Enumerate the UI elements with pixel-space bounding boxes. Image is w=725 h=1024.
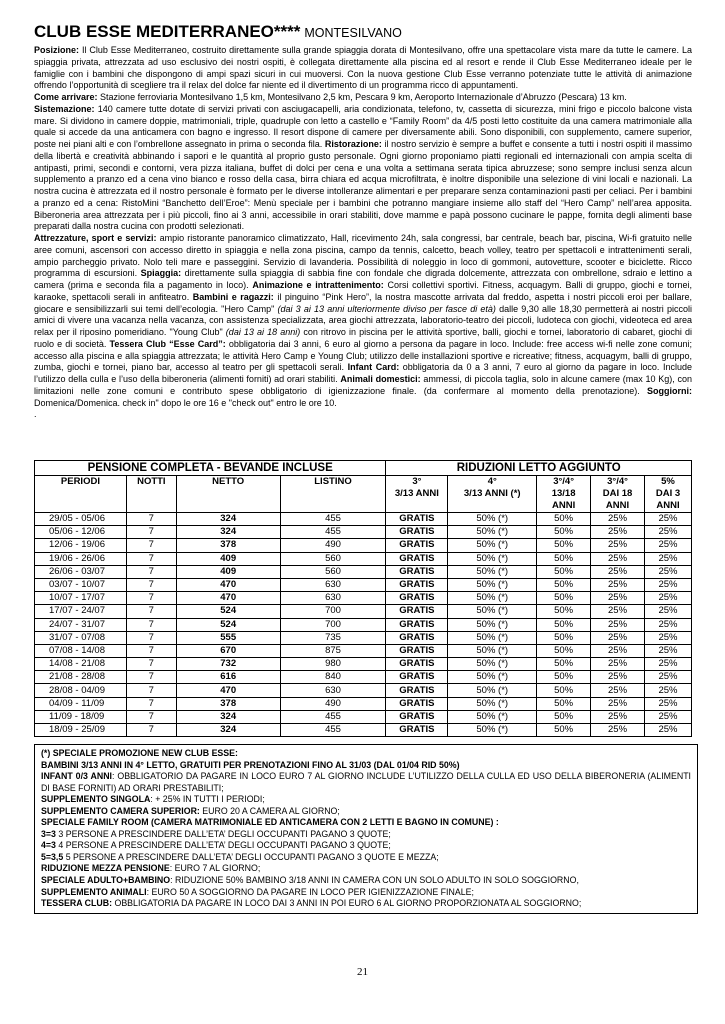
label-tessera: Tessera Club “Esse Card”: [109, 338, 226, 349]
page-number: 21 [357, 966, 368, 978]
table-cell: 7 [126, 671, 176, 684]
table-cell: 11/09 - 18/09 [35, 710, 127, 723]
table-cell: 7 [126, 644, 176, 657]
table-cell: 7 [126, 526, 176, 539]
table-cell: 25% [644, 684, 691, 697]
table-row [35, 592, 692, 605]
table-cell: 25% [644, 526, 691, 539]
table-cell: 7 [126, 618, 176, 631]
section-sistemazione [34, 104, 692, 233]
note-text: 5 PERSONE A PRESCINDERE DALL’ETA’ DEGLI OCCUPANTI PAGANO 3 QUOTE E MEZZA; [63, 851, 439, 862]
table-cell: 7 [126, 631, 176, 644]
note-line [41, 840, 691, 852]
table-row [35, 697, 692, 710]
table-cell: 50% [537, 697, 591, 710]
table-cell: 50% (*) [448, 671, 537, 684]
table-cell: 50% [537, 644, 591, 657]
table-cell: 409 [176, 552, 280, 565]
table-cell: 524 [176, 618, 280, 631]
table-row [35, 658, 692, 671]
note-text: EURO 20 A CAMERA AL GIORNO; [199, 805, 340, 816]
table-cell: 24/07 - 31/07 [35, 618, 127, 631]
table-cell: GRATIS [386, 618, 448, 631]
table-cell: 21/08 - 28/08 [35, 671, 127, 684]
table-cell: 17/07 - 24/07 [35, 605, 127, 618]
column-header-line: NOTTI [137, 476, 166, 487]
table-row [35, 724, 692, 737]
price-table [34, 460, 692, 737]
table-cell: 616 [176, 671, 280, 684]
table-cell: 7 [126, 578, 176, 591]
text-posizione: Il Club Esse Mediterraneo, costruito direttamente sulla grande spiaggia dorata di Montesilvano, offre una spettacolare vista mare da tutte le camere. La spiaggia privata, attrezzata ad uso esclusivo dei nostri ospiti, è collegata direttamente alla piscina ed al resort e rende il Club Esse Mediterraneo ideale per le famiglie con i bambini che dispongono di ampi spazi sicuri in cui muoversi. Con la nuova gestione Club Esse verranno potenziate tutte le attività di animazione offrendo l’opportunità di scegliere tra il relax del dolce far niente ed il divertimento di un programma ricco di appuntamenti. [34, 45, 692, 91]
column-header-line: 5% [661, 476, 675, 487]
text-bambini: il pinguino “Pink Hero”, la nostra mascotte arrivata dal freddo, aspetta i nostri piccoli eroi per ballare, giocare e sensibilizzarli sui temi dell’ecologia. "Hero Camp" [34, 291, 692, 314]
table-cell: 25% [591, 631, 645, 644]
column-header [280, 476, 386, 513]
note-text: : EURO 7 AL GIORNO; [169, 863, 261, 874]
table-cell: 25% [591, 565, 645, 578]
table-cell: 50% [537, 526, 591, 539]
table-cell: 490 [280, 697, 386, 710]
note-label: 3=3 [41, 828, 56, 839]
column-header-line: NETTO [212, 476, 245, 487]
table-cell: 630 [280, 592, 386, 605]
table-cell: 455 [280, 513, 386, 526]
note-line [41, 817, 691, 829]
note-line [41, 898, 691, 910]
text-bambini-fasce: (dai 3 ai 13 anni ulteriormente diviso per fasce di età) [274, 303, 496, 314]
table-cell: 470 [176, 592, 280, 605]
table-cell: 18/09 - 25/09 [35, 724, 127, 737]
table-cell: 7 [126, 552, 176, 565]
table-row [35, 552, 692, 565]
table-cell: 630 [280, 684, 386, 697]
text-tessera: obbligatoria dai 3 anni, 6 euro al giorno a persona da pagare in loco. Include: free access wi-fi nelle zone comuni; accesso alla piscina e alla spiaggia attrezzata; le attività Hero Camp e Young Club; utilizzo delle installazioni sportive e ricreative; fitness, acquagym, balli di gruppo, zumba, giochi e tornei, piano bar, accesso al teatro per gli spettacoli serali. [34, 338, 692, 373]
table-cell: 25% [644, 710, 691, 723]
table-cell: 25% [644, 513, 691, 526]
column-header-line: LISTINO [314, 476, 352, 487]
note-label: BAMBINI 3/13 ANNI IN 4° LETTO, GRATUITI PER PRENOTAZIONI FINO AL 31/03 (DAL 01/04 RID 50%) [41, 759, 460, 770]
table-cell: 50% (*) [448, 724, 537, 737]
table-cell: GRATIS [386, 539, 448, 552]
table-cell: 378 [176, 697, 280, 710]
column-header-line: ANNI [656, 500, 680, 511]
table-cell: 04/09 - 11/09 [35, 697, 127, 710]
note-label: SPECIALE FAMILY ROOM (CAMERA MATRIMONIALE ED ANTICAMERA CON 2 LETTI E BAGNO IN COMUNE) : [41, 817, 499, 828]
table-cell: 50% (*) [448, 526, 537, 539]
table-cell: 560 [280, 565, 386, 578]
table-cell: 25% [644, 671, 691, 684]
table-cell: 50% [537, 631, 591, 644]
table-cell: 409 [176, 565, 280, 578]
table-cell: GRATIS [386, 552, 448, 565]
table-cell: GRATIS [386, 697, 448, 710]
table-cell: 25% [644, 552, 691, 565]
table-cell: 7 [126, 592, 176, 605]
column-header [537, 476, 591, 513]
column-header [386, 476, 448, 513]
table-cell: 7 [126, 710, 176, 723]
table-cell: GRATIS [386, 578, 448, 591]
table-cell: 50% (*) [448, 539, 537, 552]
text-spiaggia: direttamente sulla spiaggia di sabbia fine con fondale che digrada dolcemente, attrezzata con ombrellone, sdraio e lettino a camera (prima e seconda fila a pagamento in loco). [34, 268, 692, 290]
column-header-line: 4° [487, 476, 497, 487]
table-cell: GRATIS [386, 513, 448, 526]
table-cell: 875 [280, 644, 386, 657]
note-line [41, 863, 691, 875]
table-cell: 50% [537, 658, 591, 671]
table-cell: 25% [644, 697, 691, 710]
table-cell: 50% [537, 671, 591, 684]
table-cell: 700 [280, 605, 386, 618]
label-bambini: Bambini e ragazzi: [192, 291, 274, 302]
table-cell: GRATIS [386, 658, 448, 671]
table-cell: 50% (*) [448, 618, 537, 631]
column-header [176, 476, 280, 513]
table-row [35, 605, 692, 618]
table-row [35, 539, 692, 552]
note-line [41, 760, 691, 772]
note-label: SUPPLEMENTO CAMERA SUPERIOR: [41, 805, 200, 816]
label-spiaggia: Spiaggia: [140, 268, 182, 279]
table-cell: 25% [644, 631, 691, 644]
note-label: TESSERA CLUB: [41, 898, 113, 909]
table-cell: 25% [591, 526, 645, 539]
section-posizione [34, 45, 692, 92]
table-cell: 28/08 - 04/09 [35, 684, 127, 697]
table-row [35, 631, 692, 644]
table-cell: 25% [644, 539, 691, 552]
table-cell: 7 [126, 605, 176, 618]
note-label: 4=3 [41, 840, 56, 851]
table-cell: 25% [591, 684, 645, 697]
table-cell: GRATIS [386, 684, 448, 697]
table-cell: GRATIS [386, 526, 448, 539]
table-cell: 555 [176, 631, 280, 644]
column-header-line: DAI 3 [655, 488, 681, 499]
group-header-riduzioni: RIDUZIONI LETTO AGGIUNTO [386, 461, 692, 476]
table-cell: 12/06 - 19/06 [35, 539, 127, 552]
section-attrezzature [34, 233, 692, 409]
table-cell: 50% (*) [448, 592, 537, 605]
table-cell: 25% [591, 710, 645, 723]
note-label: RIDUZIONE MEZZA PENSIONE [41, 863, 170, 874]
column-header-line: 13/18 [551, 488, 576, 499]
table-cell: 25% [591, 605, 645, 618]
table-cell: 25% [644, 565, 691, 578]
table-cell: 25% [591, 618, 645, 631]
table-cell: 735 [280, 631, 386, 644]
table-cell: 25% [644, 592, 691, 605]
note-line [41, 875, 691, 887]
hotel-location: MONTESILVANO [304, 26, 402, 40]
table-cell: 50% [537, 605, 591, 618]
table-row [35, 618, 692, 631]
table-row [35, 644, 692, 657]
note-line [41, 852, 691, 864]
table-cell: 50% (*) [448, 644, 537, 657]
text-young-club-age: (dai 13 ai 18 anni) [222, 327, 301, 337]
note-label: SPECIALE ADULTO+BAMBINO [41, 875, 171, 886]
table-cell: 7 [126, 724, 176, 737]
note-text: OBBLIGATORIA DA PAGARE IN LOCO DAI 3 ANNI IN POI EURO 6 AL GIORNO PROPORZIONATA AL SOGGIORNO; [112, 898, 582, 909]
note-line [41, 829, 691, 841]
text-sistemazione: 140 camere tutte dotate di servizi privati con asciugacapelli, aria condizionata, telefono, tv, cassetta di sicurezza, mini frigo e piccolo balcone vista mare. Si dividono in camere doppie, matrimoniali, triple, quadruple con letto a castello e “Family Room” da 4/5 posti letto costituite da una camera matrimoniale alla quale si accede da una anticamera con bagno e ingresso. Il resort dispone di camere per diversamente abili. Sono disponibili, con supplemento, camere superior, poste nei piani alti e con l’ombrellone assegnato in prima o seconda fila. [34, 103, 692, 149]
text-bambini-3: con ritrovo in piscina per le attività sportive, balli, giochi e tornei, laboratorio di cabaret, giochi di ruolo e di società. [34, 327, 692, 349]
note-label: SUPPLEMENTO SINGOLA [41, 794, 151, 805]
note-text: : EURO 50 A SOGGIORNO DA PAGARE IN LOCO PER IGIENIZZAZIONE FINALE; [146, 886, 474, 897]
table-cell: 7 [126, 539, 176, 552]
table-row [35, 710, 692, 723]
table-cell: 50% [537, 684, 591, 697]
column-header [35, 476, 127, 513]
table-cell: 50% (*) [448, 565, 537, 578]
table-cell: 455 [280, 710, 386, 723]
table-cell: 25% [591, 592, 645, 605]
table-cell: 25% [591, 539, 645, 552]
note-line [41, 806, 691, 818]
hotel-name: CLUB ESSE MEDITERRANEO**** [34, 22, 301, 41]
table-cell: GRATIS [386, 631, 448, 644]
label-sistemazione: Sistemazione: [34, 103, 95, 114]
table-cell: 50% [537, 710, 591, 723]
column-header [644, 476, 691, 513]
note-text: : OBBLIGATORIO DA PAGARE IN LOCO EURO 7 AL GIORNO INCLUDE L’UTILIZZO DELLA CULLA ED USO DELLA BIBERONERIA (ALIMENTI DI BASE FORNITI) AD ORARI PRESTABILITI; [41, 771, 692, 793]
table-row [35, 513, 692, 526]
table-cell: 7 [126, 697, 176, 710]
table-row [35, 671, 692, 684]
text-animali: ammessi, di piccola taglia, solo in alcune camere (max 10 Kg), con limitazioni nelle zone comuni e contributo spese obbligatorio di igienizzazione finale. (da confermare al momento della prenotazione). [34, 374, 692, 396]
column-header-line: 3/13 ANNI (*) [463, 488, 521, 499]
table-cell: 50% [537, 513, 591, 526]
label-animali: Animali domestici: [340, 374, 421, 384]
table-cell: 50% (*) [448, 684, 537, 697]
table-cell: 324 [176, 710, 280, 723]
table-cell: 25% [644, 605, 691, 618]
table-cell: 50% [537, 578, 591, 591]
table-row [35, 684, 692, 697]
table-cell: 455 [280, 526, 386, 539]
table-cell: 700 [280, 618, 386, 631]
note-text: 4 PERSONE A PRESCINDERE DALL’ETA’ DEGLI OCCUPANTI PAGANO 3 QUOTE; [55, 840, 391, 851]
label-posizione: Posizione: [34, 45, 80, 55]
text-arrivo: Stazione ferroviaria Montesilvano 1,5 km, Montesilvano 2,5 km, Pescara 9 km, Aeroporto Internazionale d’Abruzzo (Pescara) 13 km. [97, 92, 627, 102]
table-cell: 840 [280, 671, 386, 684]
stray-dot: . [34, 409, 37, 420]
table-row [35, 565, 692, 578]
table-cell: 50% [537, 565, 591, 578]
table-cell: 25% [644, 578, 691, 591]
label-infant: Infant Card: [347, 362, 400, 373]
table-cell: GRATIS [386, 724, 448, 737]
table-cell: GRATIS [386, 565, 448, 578]
table-cell: 7 [126, 565, 176, 578]
table-cell: 50% (*) [448, 710, 537, 723]
table-cell: 324 [176, 526, 280, 539]
text-bambini-2: dalle 9,30 alle 18,30 permetterà ai nostri piccoli amici di vivere una vacanza nella vacanza, con assistenza specializzata, area giochi attrezzata, laboratorio-teatro dei piccoli, ludoteca con giochi, videoteca ed area relax per il riposino pomeridiano. "Young Club" [34, 303, 692, 337]
table-cell: 50% (*) [448, 513, 537, 526]
text-animazione: Corsi collettivi sportivi. Fitness, acquagym. Balli di gruppo, giochi e tornei, karaoke, spettacoli serali in anfiteatro. [34, 280, 692, 302]
note-line [41, 771, 691, 794]
column-header-line: PERIODI [60, 476, 100, 487]
table-cell: 524 [176, 605, 280, 618]
table-cell: 7 [126, 658, 176, 671]
note-line [41, 887, 691, 899]
table-cell: 25% [644, 644, 691, 657]
table-cell: 670 [176, 644, 280, 657]
table-cell: 455 [280, 724, 386, 737]
text-attrezzature: ampio ristorante panoramico climatizzato, Hall, ricevimento 24h, sala congressi, bar centrale, beach bar, piscina, Wi-fi gratuito nelle aree comuni, ascensori con accesso diretto in spiaggia e nella zona piscina, campo da tennis, calcetto, beach volley, teatro per spettacoli e intrattenimenti serali, ampio parcheggio privato. Nolo teli mare e passeggini. Servizio di lavanderia. Possibilità di noleggio in loco di gommoni, autovetture, scooter e biciclette. Ricco programma di escursioni. [34, 233, 692, 279]
label-soggiorni: Soggiorni: [646, 385, 692, 396]
column-header-line: DAI 18 [602, 488, 633, 499]
table-cell: 7 [126, 513, 176, 526]
table-cell: 50% (*) [448, 605, 537, 618]
column-header-line: ANNI [605, 500, 630, 511]
table-row [35, 578, 692, 591]
table-cell: 25% [591, 697, 645, 710]
table-cell: 10/07 - 17/07 [35, 592, 127, 605]
table-cell: 25% [644, 658, 691, 671]
table-cell: 470 [176, 684, 280, 697]
column-header [591, 476, 645, 513]
table-cell: 25% [591, 724, 645, 737]
page-title [34, 22, 402, 42]
label-ristorazione: Ristorazione: [324, 139, 382, 149]
table-cell: 03/07 - 10/07 [35, 578, 127, 591]
note-text: : RIDUZIONE 50% BAMBINO 3/18 ANNI IN CAMERA CON UN SOLO ADULTO IN SOLO SOGGIORNO, [170, 875, 579, 886]
table-cell: 25% [591, 658, 645, 671]
column-header-line: 3°/4° [553, 476, 574, 487]
table-cell: GRATIS [386, 644, 448, 657]
notes-box [34, 744, 698, 914]
table-cell: 50% [537, 724, 591, 737]
section-arrivo [34, 92, 692, 104]
label-animazione: Animazione e intrattenimento: [252, 280, 384, 290]
table-cell: 470 [176, 578, 280, 591]
table-cell: 19/06 - 26/06 [35, 552, 127, 565]
table-cell: 25% [591, 552, 645, 565]
table-cell: 7 [126, 684, 176, 697]
text-ristorazione: il nostro servizio è sempre a buffet e consente a tutti i nostri ospiti il massimo della libertà e creatività abbinando i sapori e le quantità al proprio gusto personale. Ogni giorno proponiamo piatti regionali ed internazionali con ampia scelta di antipasti, primi, secondi e contorni, vera pizza italiana, buffet di dolci per cena e una volta a settimana serata tipica abruzzese; sono sempre inclusi senza alcun supplemento a pranzo ed a cena vino bianco e rosso della casa, birra chiara ed acqua microfiltrata, è inoltre disponibile una selezione di vini locali e nazionali. La nostra cucina è attrezzata ed il nostro personale è formato per le diverse intolleranze alimentari e per preparare senza contaminazioni pasti per celiaci. Per i bambini a pranzo ed a cena: RistoMini “Banchetto dell’Eroe”: Menù speciale per i bambini che potranno mangiare insieme allo staff del “Hero Camp” nell’area apposita. Biberoneria area attrezzata per i più piccoli, fino ai 3 anni, accessibile in orari stabiliti, dove mamme e papà possono cucinare le pappe, fornita degli alimenti base preparati dalla nostra cucina con prodotti selezionati. [34, 139, 692, 232]
table-cell: 25% [591, 513, 645, 526]
table-cell: 29/05 - 05/06 [35, 513, 127, 526]
column-header-line: 3/13 ANNI [394, 488, 439, 499]
table-cell: 50% (*) [448, 631, 537, 644]
table-cell: 14/08 - 21/08 [35, 658, 127, 671]
table-cell: 50% (*) [448, 658, 537, 671]
table-cell: 07/08 - 14/08 [35, 644, 127, 657]
table-cell: 324 [176, 724, 280, 737]
table-cell: 50% [537, 618, 591, 631]
table-cell: 50% [537, 592, 591, 605]
table-cell: 560 [280, 552, 386, 565]
column-header-line: 3°/4° [607, 476, 628, 487]
table-cell: 31/07 - 07/08 [35, 631, 127, 644]
label-attrezzature: Attrezzature, sport e servizi: [34, 233, 157, 243]
table-cell: GRATIS [386, 671, 448, 684]
text-infant: obbligatoria da 0 a 3 anni, 7 euro al giorno da pagare in loco. Include l’utilizzo della culla e l’uso della biberoneria (alimenti forniti) ad orari stabiliti. [34, 362, 692, 384]
table-cell: 25% [644, 618, 691, 631]
hotel-description [34, 45, 692, 421]
column-header [126, 476, 176, 513]
table-cell: 50% [537, 552, 591, 565]
table-cell: 630 [280, 578, 386, 591]
column-header-line: 3° [412, 476, 422, 487]
table-row [35, 526, 692, 539]
table-cell: GRATIS [386, 605, 448, 618]
note-label: SUPPLEMENTO ANIMALI [41, 886, 147, 897]
table-cell: 25% [591, 578, 645, 591]
table-cell: 50% [537, 539, 591, 552]
note-text: 3 PERSONE A PRESCINDERE DALL’ETA’ DEGLI OCCUPANTI PAGANO 3 QUOTE; [55, 828, 391, 839]
note-label: INFANT 0/3 ANNI [41, 771, 112, 782]
note-line [41, 794, 691, 806]
column-header-line: ANNI [551, 500, 576, 511]
note-line [41, 748, 691, 760]
column-header [448, 476, 537, 513]
note-label: (*) SPECIALE PROMOZIONE NEW CLUB ESSE: [41, 748, 238, 758]
table-cell: 50% (*) [448, 578, 537, 591]
text-soggiorni: Domenica/Domenica. check in" dopo le ore 16 e "check out" entro le ore 10. [34, 397, 337, 408]
group-header-pensione: PENSIONE COMPLETA - BEVANDE INCLUSE [35, 461, 386, 476]
table-cell: GRATIS [386, 710, 448, 723]
table-cell: 50% (*) [448, 697, 537, 710]
table-cell: 25% [591, 644, 645, 657]
table-cell: 732 [176, 658, 280, 671]
table-cell: 05/06 - 12/06 [35, 526, 127, 539]
note-label: 5=3,5 [41, 851, 64, 862]
table-cell: 26/06 - 03/07 [35, 565, 127, 578]
table-cell: 25% [591, 671, 645, 684]
table-cell: 490 [280, 539, 386, 552]
table-cell: GRATIS [386, 592, 448, 605]
table-cell: 324 [176, 513, 280, 526]
table-cell: 25% [644, 724, 691, 737]
note-text: : + 25% IN TUTTI I PERIODI; [150, 794, 265, 805]
table-cell: 378 [176, 539, 280, 552]
table-cell: 980 [280, 658, 386, 671]
label-arrivo: Come arrivare: [34, 92, 98, 102]
table-cell: 50% (*) [448, 552, 537, 565]
